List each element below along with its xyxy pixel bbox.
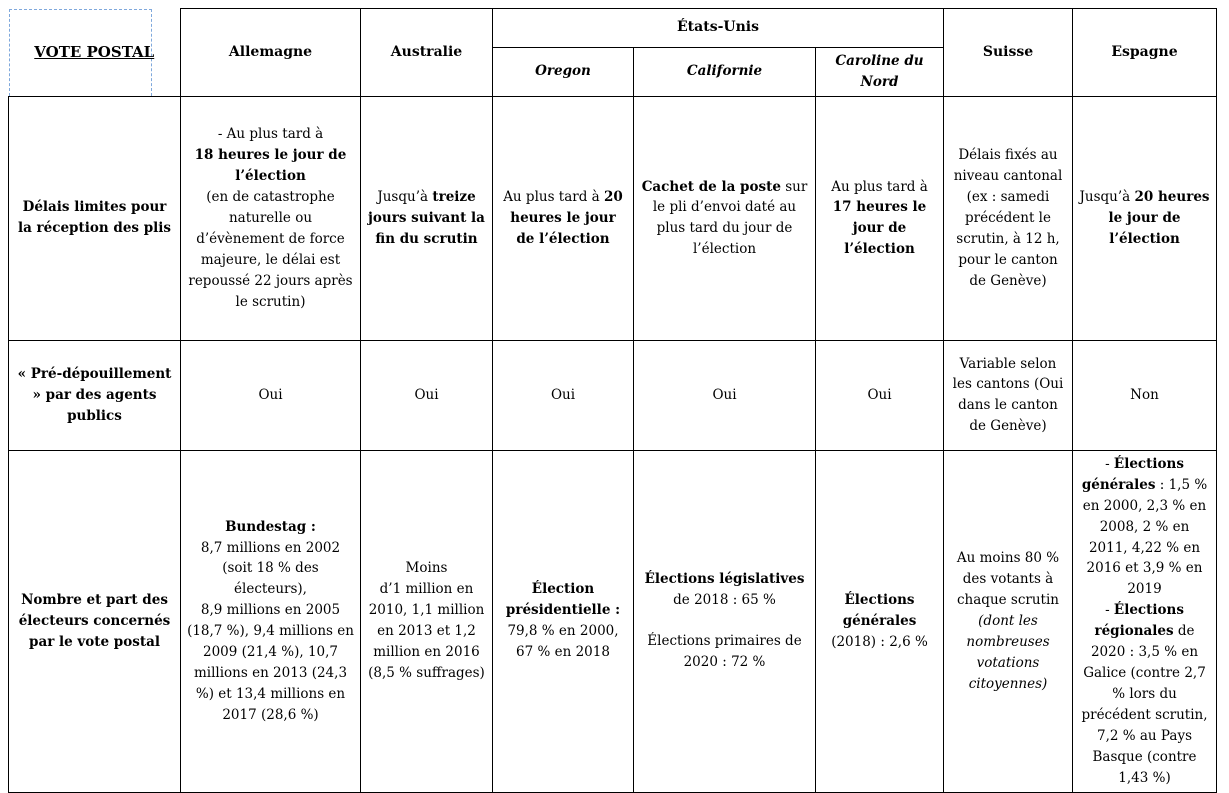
col-header-oregon[interactable]: Oregon <box>493 48 634 97</box>
page-title: VOTE POSTAL <box>34 42 155 61</box>
cell-nombre-espagne[interactable]: - Élections générales : 1,5 % en 2000, 2,3 % en 2008, 2 % en 2011, 4,22 % en 2016 et 3,9 % en 2019 - Élections régionales de 2020 : 3,5 % en Galice (contre 2,7 % lors du précédent scrutin, 7,2 % au Pays Basque (contre 1,43 %) <box>1073 450 1217 792</box>
col-header-allemagne[interactable]: Allemagne <box>181 9 361 97</box>
cell-nombre-australie[interactable]: Moins d’1 million en 2010, 1,1 million en 2013 et 1,2 million en 2016 (8,5 % suffrages) <box>361 450 493 792</box>
cell-pre-espagne[interactable]: Non <box>1073 340 1217 450</box>
table-row <box>9 96 1217 340</box>
table-row <box>9 9 1217 48</box>
cell-nombre-allemagne[interactable]: Bundestag : 8,7 millions en 2002 (soit 18 % des électeurs), 8,9 millions en 2005 (18,7 %), 9,4 millions en 2009 (21,4 %), 10,7 millions en 2013 (24,3 %) et 13,4 millions en 2017 (28,6 %) <box>181 450 361 792</box>
cell-nombre-caroline-du-nord[interactable]: Élections générales (2018) : 2,6 % <box>816 450 944 792</box>
cell-pre-oregon[interactable]: Oui <box>493 340 634 450</box>
col-header-californie[interactable]: Californie <box>634 48 816 97</box>
col-header-suisse[interactable]: Suisse <box>944 9 1073 97</box>
col-header-caroline-du-nord[interactable]: Caroline du Nord <box>816 48 944 97</box>
cell-delais-suisse[interactable]: Délais fixés au niveau cantonal (ex : samedi précédent le scrutin, à 12 h, pour le canton de Genève) <box>944 96 1073 340</box>
table-row <box>9 340 1217 450</box>
cell-pre-caroline-du-nord[interactable]: Oui <box>816 340 944 450</box>
row-header-pre-depouillement[interactable]: « Pré-dépouillement » par des agents publics <box>9 340 181 450</box>
cell-pre-australie[interactable]: Oui <box>361 340 493 450</box>
cell-delais-caroline-du-nord[interactable]: Au plus tard à 17 heures le jour de l’élection <box>816 96 944 340</box>
row-header-nombre[interactable]: Nombre et part des électeurs concernés par le vote postal <box>9 450 181 792</box>
cell-nombre-suisse[interactable]: Au moins 80 % des votants à chaque scrutin (dont les nombreuses votations citoyennes) <box>944 450 1073 792</box>
cell-delais-californie[interactable]: Cachet de la poste sur le pli d’envoi daté au plus tard du jour de l’élection <box>634 96 816 340</box>
cell-nombre-oregon[interactable]: Élection présidentielle : 79,8 % en 2000, 67 % en 2018 <box>493 450 634 792</box>
cell-delais-allemagne[interactable]: - Au plus tard à 18 heures le jour de l’élection (en de catastrophe naturelle ou d’évènement de force majeure, le délai est repoussé 22 jours après le scrutin) <box>181 96 361 340</box>
cell-delais-australie[interactable]: Jusqu’à treize jours suivant la fin du scrutin <box>361 96 493 340</box>
row-header-delais[interactable]: Délais limites pour la réception des plis <box>9 96 181 340</box>
table-title-cell[interactable] <box>9 9 181 97</box>
cell-delais-espagne[interactable]: Jusqu’à 20 heures le jour de l’élection <box>1073 96 1217 340</box>
col-header-espagne[interactable]: Espagne <box>1073 9 1217 97</box>
table-row <box>9 450 1217 792</box>
cell-delais-oregon[interactable]: Au plus tard à 20 heures le jour de l’élection <box>493 96 634 340</box>
cell-pre-allemagne[interactable]: Oui <box>181 340 361 450</box>
col-header-australie[interactable]: Australie <box>361 9 493 97</box>
vote-postal-table <box>8 8 1217 793</box>
cell-pre-californie[interactable]: Oui <box>634 340 816 450</box>
cell-nombre-californie[interactable]: Élections législatives de 2018 : 65 % Élections primaires de 2020 : 72 % <box>634 450 816 792</box>
cell-pre-suisse[interactable]: Variable selon les cantons (Oui dans le canton de Genève) <box>944 340 1073 450</box>
col-header-etats-unis[interactable]: États-Unis <box>493 9 944 48</box>
